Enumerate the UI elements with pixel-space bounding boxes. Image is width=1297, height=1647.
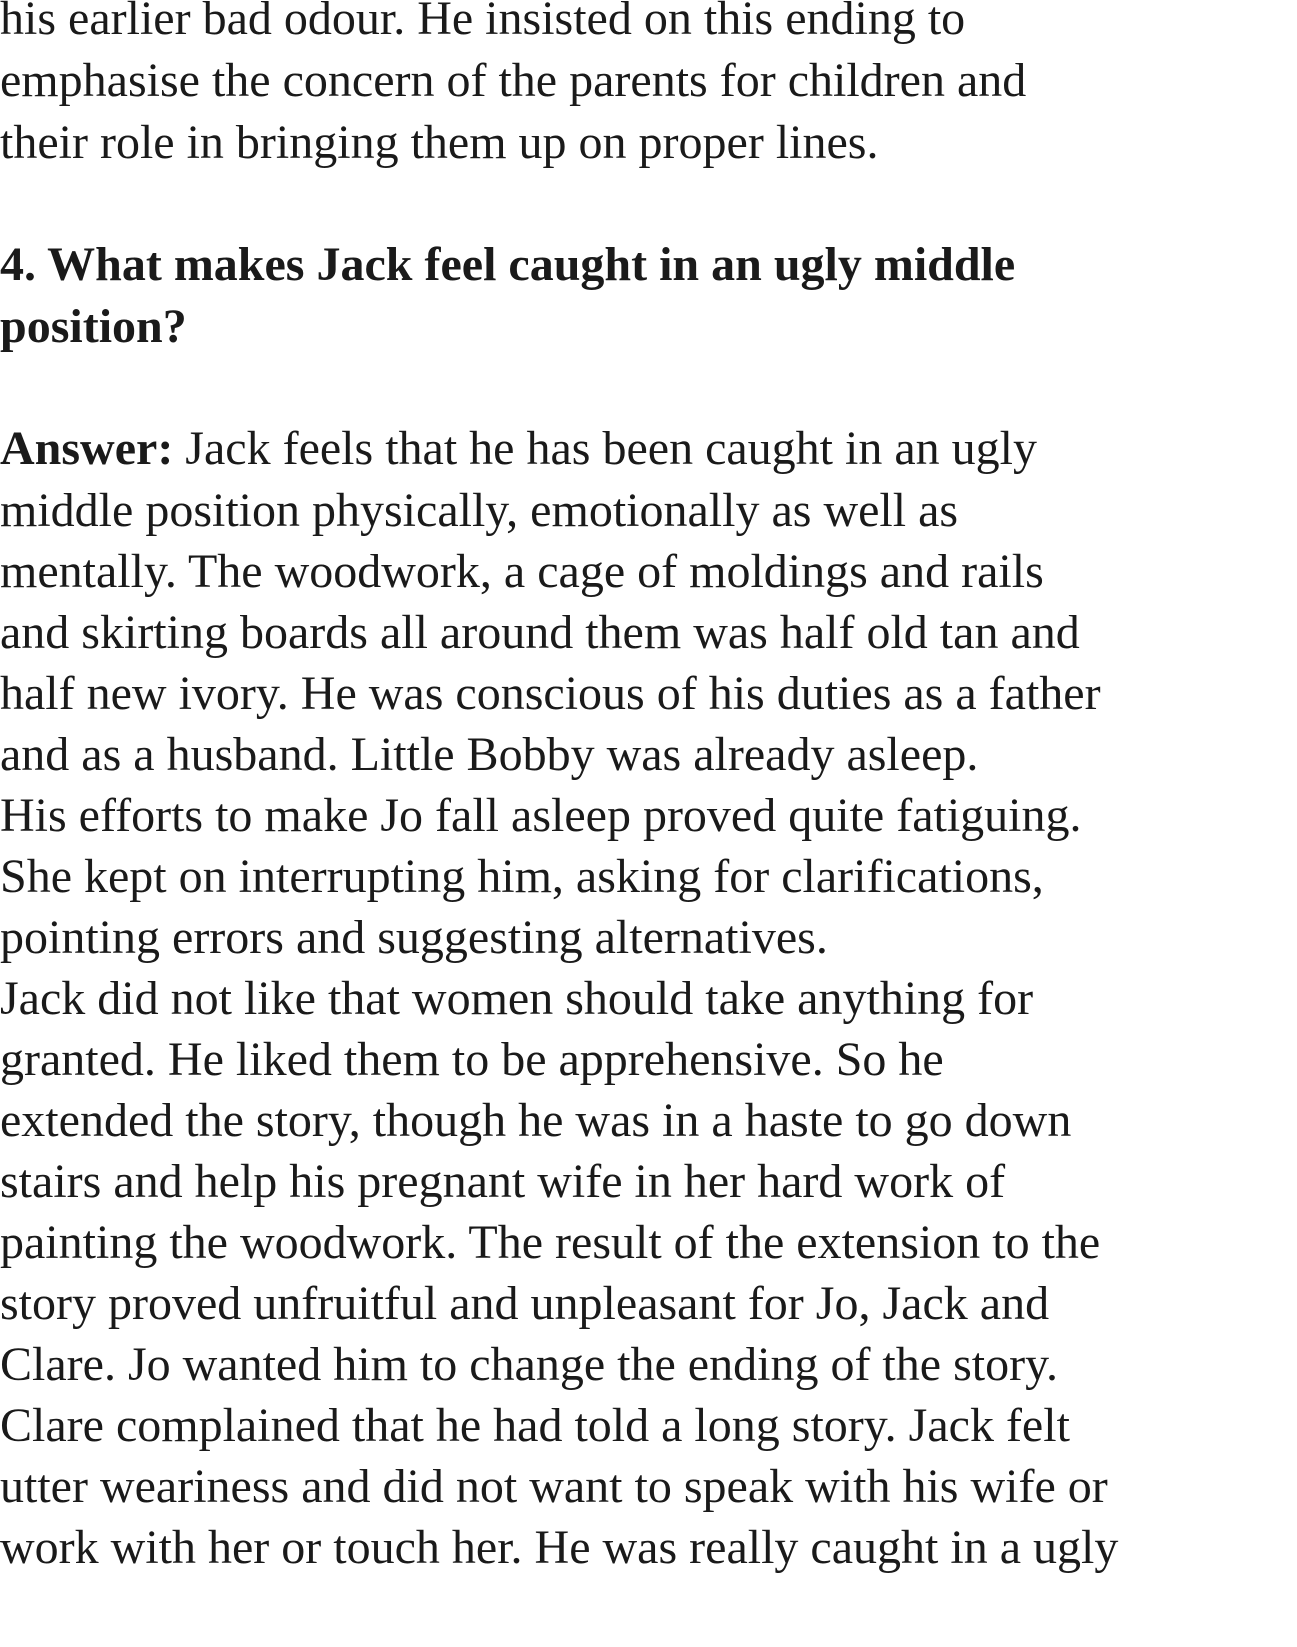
answer-line-14: painting the woodwork. The result of the extension to the [0, 1216, 1101, 1269]
answer-line-18: utter weariness and did not want to speak with his wife or [0, 1460, 1108, 1513]
answer-line-10: Jack did not like that women should take anything for [0, 972, 1034, 1025]
answer-line-9: pointing errors and suggesting alternatives. [0, 911, 828, 964]
intro-line-2: emphasise the concern of the parents for children and [0, 54, 1027, 107]
answer-line-3: mentally. The woodwork, a cage of moldings and rails [0, 545, 1044, 598]
answer-line-7: His efforts to make Jo fall asleep proved quite fatiguing. [0, 789, 1082, 842]
answer-line-11: granted. He liked them to be apprehensive. So he [0, 1033, 944, 1086]
question-heading-line-1: 4. What makes Jack feel caught in an ugly middle [0, 238, 1016, 291]
answer-line-16: Clare. Jo wanted him to change the ending of the story. [0, 1338, 1058, 1391]
answer-label: Answer: [0, 422, 174, 475]
answer-line-8: She kept on interrupting him, asking for clarifications, [0, 850, 1044, 903]
answer-line-19: work with her or touch her. He was really caught in a ugly [0, 1521, 1119, 1574]
intro-line-3: their role in bringing them up on proper lines. [0, 116, 879, 169]
answer-line-6: and as a husband. Little Bobby was already asleep. [0, 728, 979, 781]
answer-line-13: stairs and help his pregnant wife in her hard work of [0, 1155, 1006, 1208]
answer-line-15: story proved unfruitful and unpleasant for Jo, Jack and [0, 1277, 1050, 1330]
answer-line-2: middle position physically, emotionally as well as [0, 484, 959, 537]
answer-line-4: and skirting boards all around them was half old tan and [0, 606, 1080, 659]
question-heading-line-2: position? [0, 300, 187, 353]
answer-line-17: Clare complained that he had told a long story. Jack felt [0, 1399, 1070, 1452]
answer-first-line [0, 418, 1037, 480]
answer-line-12: extended the story, though he was in a haste to go down [0, 1094, 1072, 1147]
answer-line-5: half new ivory. He was conscious of his duties as a father [0, 667, 1101, 720]
intro-line-1: his earlier bad odour. He insisted on this ending to [0, 0, 966, 45]
answer-first-line-text: Jack feels that he has been caught in an ugly [173, 422, 1037, 475]
